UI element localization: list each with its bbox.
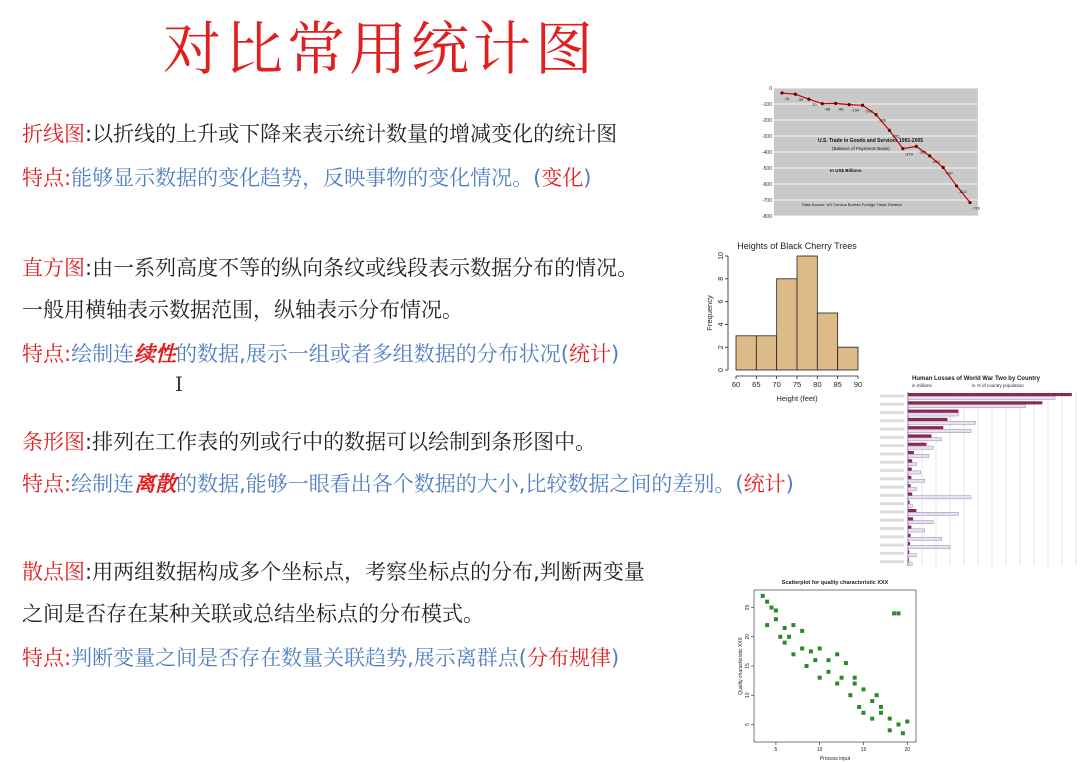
data-point <box>874 113 877 116</box>
x-tick-label: 60 <box>731 380 741 389</box>
scatter-point <box>770 606 774 610</box>
bar-millions <box>908 526 911 529</box>
scatter-point <box>783 641 787 645</box>
x-tick-label: 85 <box>833 380 842 389</box>
scatter-point <box>774 608 778 612</box>
data-point <box>915 145 918 148</box>
feature-label: 特点 <box>22 646 64 670</box>
colon: : <box>85 122 93 146</box>
bar-millions <box>908 476 911 479</box>
term-scatter: 散点图 <box>22 560 85 584</box>
data-point <box>955 184 958 187</box>
data-label: -108 <box>864 108 873 114</box>
x-tick-label: 75 <box>792 380 802 389</box>
data-point <box>888 129 891 132</box>
data-point <box>942 166 945 169</box>
colon: : <box>85 560 93 584</box>
scatter-point <box>818 676 822 680</box>
scatter-feature <box>22 642 619 672</box>
paren: ) <box>785 472 794 496</box>
scatter-point <box>778 635 782 639</box>
data-label: -31 <box>784 95 790 101</box>
bar-millions <box>908 459 912 462</box>
scatter-point <box>905 720 909 724</box>
y-tick-label: 0 <box>718 368 725 372</box>
row-label-placeholder <box>880 486 904 489</box>
desc-text: 用两组数据构成多个坐标点，考察坐标点的分布,判断两变量 <box>92 560 645 584</box>
desc-text: 由一系列高度不等的纵向条纹或线段表示数据分布的情况。 <box>92 256 639 280</box>
row-label-placeholder <box>880 510 904 513</box>
x-tick-label: 10 <box>816 747 823 753</box>
x-tick-label: 15 <box>860 747 867 753</box>
y-tick-label: -600 <box>761 182 772 188</box>
bar-percent <box>908 504 912 507</box>
histogram-desc <box>22 252 638 282</box>
scatter-point <box>853 676 857 680</box>
colon: : <box>64 342 72 366</box>
scatter-point <box>888 728 892 732</box>
scatter-point <box>848 693 852 697</box>
bar-millions <box>908 410 958 413</box>
x-axis-label: Process input <box>819 756 851 762</box>
y-tick-label: 8 <box>718 276 725 281</box>
feature-text: 的数据,展示一组或者多组数据的分布状况( <box>176 342 569 366</box>
bar-percent <box>908 479 925 482</box>
legend-entry: in millions <box>912 383 932 388</box>
scatter-point <box>805 664 809 668</box>
chart-subtitle: (Balance of Payments Basis) <box>832 146 890 151</box>
bar-percent <box>908 521 933 524</box>
data-point <box>794 93 797 96</box>
data-point <box>807 98 810 101</box>
feature-label: 特点 <box>22 342 64 366</box>
bar-chart-desc <box>22 426 596 456</box>
bar-millions <box>908 451 914 454</box>
bar-percent <box>908 463 916 466</box>
x-tick-label: 90 <box>853 380 863 389</box>
data-label: -98 <box>824 106 831 112</box>
y-tick-label: -100 <box>761 102 772 108</box>
bar-millions <box>908 534 911 537</box>
data-point <box>848 103 851 106</box>
scatter-point <box>791 652 795 656</box>
scatter-point <box>774 617 778 621</box>
scatter-point <box>818 646 822 650</box>
term-line-chart: 折线图 <box>22 122 85 146</box>
scatter-point <box>826 670 830 674</box>
y-tick-label: -500 <box>761 166 772 172</box>
feature-text: 判断变量之间是否存在数量关联趋势,展示离群点( <box>71 646 527 670</box>
y-tick-label: 2 <box>718 345 725 350</box>
scatter-point <box>896 611 900 615</box>
bar-chart-feature <box>22 468 794 498</box>
y-tick-label: 15 <box>745 663 751 669</box>
colon: : <box>64 472 72 496</box>
feature-label: 特点 <box>22 472 64 496</box>
scatter-point <box>861 711 865 715</box>
desc-text: 以折线的上升或下降来表示统计数量的增减变化的统计图 <box>92 122 618 146</box>
line-chart-feature <box>22 162 591 192</box>
colon: : <box>85 256 93 280</box>
bar-percent <box>908 554 916 557</box>
bar-millions <box>908 426 943 429</box>
row-label-placeholder <box>880 502 904 505</box>
scatter-point <box>800 629 804 633</box>
line-chart-desc <box>22 118 617 148</box>
y-tick-label: 25 <box>745 604 751 611</box>
data-label: -497 <box>945 170 954 176</box>
scatter-point <box>875 693 879 697</box>
term-bar-chart: 条形图 <box>22 430 85 454</box>
histogram-bar <box>736 336 756 370</box>
feature-tag: 统计 <box>743 472 786 496</box>
row-label-placeholder <box>880 519 904 522</box>
bar-percent <box>908 396 1055 399</box>
bar-millions <box>908 492 912 495</box>
feature-text: 绘制连 <box>71 342 135 366</box>
scatter-point <box>835 682 839 686</box>
x-tick-label: 65 <box>752 380 761 389</box>
scatter-point <box>870 699 874 703</box>
bar-percent <box>908 421 975 424</box>
bar-millions <box>908 517 913 520</box>
histogram-bar <box>756 336 776 370</box>
feature-text: 能够显示数据的变化趋势，反映事物的变化情况。( <box>71 166 542 190</box>
y-tick-label: -200 <box>761 118 772 124</box>
x-tick-label: 70 <box>772 380 781 389</box>
bar-percent <box>908 496 971 499</box>
chart-title: U.S. Trade in Goods and Services 1991-2005 <box>818 138 924 144</box>
histogram-bar <box>838 347 858 370</box>
data-point <box>834 102 837 105</box>
row-label-placeholder <box>880 535 904 538</box>
row-label-placeholder <box>880 419 904 422</box>
bar-percent <box>908 529 925 532</box>
bar-millions <box>908 468 912 471</box>
row-label-placeholder <box>880 544 904 547</box>
feature-text: 绘制连 <box>71 472 135 496</box>
paren: ) <box>610 342 620 366</box>
bar-millions <box>908 418 947 421</box>
row-label-placeholder <box>880 477 904 480</box>
scatter-point <box>809 649 813 653</box>
row-label-placeholder <box>880 444 904 447</box>
bar-percent <box>908 537 942 540</box>
row-label-placeholder <box>880 461 904 464</box>
bar-millions <box>908 542 910 545</box>
y-tick-label: 20 <box>745 633 751 640</box>
scatter-point <box>879 711 883 715</box>
scatter-point <box>861 687 865 691</box>
bar-millions <box>908 501 910 504</box>
row-label-placeholder <box>880 403 904 406</box>
data-label: -365 <box>918 149 927 155</box>
y-tick-label: 6 <box>718 299 725 304</box>
bar-percent <box>908 471 921 474</box>
row-label-placeholder <box>880 469 904 472</box>
row-label-placeholder <box>880 494 904 497</box>
chart-title: Scatterplot for quality characteristic XXX <box>781 580 889 586</box>
row-label-placeholder <box>880 436 904 439</box>
bar-percent <box>908 454 929 457</box>
term-histogram: 直方图 <box>22 256 85 280</box>
y-tick-label: 0 <box>769 86 772 92</box>
scatter-point <box>879 705 883 709</box>
data-label: -424 <box>931 158 940 164</box>
y-tick-label: 4 <box>718 322 725 327</box>
text-cursor-icon: I <box>175 372 183 396</box>
scatter-point <box>813 658 817 662</box>
bar-millions <box>908 484 911 487</box>
chart-source: Data Source: US Census Bureau Foreign Trade Division <box>802 202 902 207</box>
data-point <box>780 91 783 94</box>
scatter-point <box>835 652 839 656</box>
desc-text: 之间是否存在某种关联或总结坐标点的分布模式。 <box>22 602 484 626</box>
y-tick-label: -700 <box>761 198 772 204</box>
x-axis-label: Height (feet) <box>776 394 818 403</box>
bar-percent <box>908 413 958 416</box>
scatter-point <box>896 722 900 726</box>
bar-millions <box>908 550 909 553</box>
chart-note: In US$ Billions <box>830 168 862 173</box>
colon: : <box>85 430 93 454</box>
scatter-point <box>761 594 765 598</box>
bar-millions <box>908 434 932 437</box>
scatter-point <box>870 717 874 721</box>
y-tick-label: 10 <box>718 252 725 260</box>
bar-millions <box>908 393 1072 396</box>
row-label-placeholder <box>880 394 904 397</box>
scatter-point <box>857 705 861 709</box>
feature-text: 的数据,能够一眼看出各个数据的大小,比较数据之间的差别。( <box>176 472 744 496</box>
scatter-desc2 <box>22 598 484 628</box>
chart-title: Human Losses of World War Two by Country <box>912 376 1040 382</box>
y-tick-label: -800 <box>761 214 772 220</box>
legend-entry: in % of country population <box>972 383 1024 388</box>
y-tick-label: -300 <box>761 134 772 140</box>
histogram-figure <box>700 236 870 408</box>
row-label-placeholder <box>880 560 904 563</box>
y-tick-label: 5 <box>745 723 751 726</box>
data-label: -379 <box>904 151 913 157</box>
data-point <box>968 201 971 204</box>
chart-title: Heights of Black Cherry Trees <box>737 241 857 251</box>
bar-percent <box>908 545 950 548</box>
scatter-point <box>853 682 857 686</box>
data-label: -104 <box>851 107 860 113</box>
data-point <box>821 102 824 105</box>
scatter-point <box>791 623 795 627</box>
scatter-point <box>888 717 892 721</box>
x-tick-label: 80 <box>813 380 822 389</box>
row-label-placeholder <box>880 527 904 530</box>
row-label-placeholder <box>880 428 904 431</box>
scatter-point <box>826 658 830 662</box>
histogram-bar <box>817 313 837 370</box>
scatter-point <box>765 600 769 604</box>
scatter-point <box>892 611 896 615</box>
bar-percent <box>908 438 942 441</box>
feature-emphasis: 续性 <box>134 342 177 366</box>
bar-percent <box>908 446 933 449</box>
feature-label: 特点 <box>22 166 64 190</box>
desc-text: 排列在工作表的列或行中的数据可以绘制到条形图中。 <box>92 430 597 454</box>
desc-text: 一般用横轴表示数据范围，纵轴表示分布情况。 <box>22 298 463 322</box>
row-label-placeholder <box>880 552 904 555</box>
data-label: -716 <box>972 205 981 211</box>
scatter-point <box>765 623 769 627</box>
x-tick-label: 5 <box>774 747 778 753</box>
histogram-desc2 <box>22 294 463 324</box>
bar-millions <box>908 509 916 512</box>
bar-millions <box>908 443 926 446</box>
data-label: -39 <box>797 97 804 103</box>
feature-tag: 变化 <box>541 166 584 190</box>
feature-tag: 分布规律 <box>526 646 611 670</box>
bar-millions <box>908 401 1042 404</box>
data-point <box>928 154 931 157</box>
scatter-point <box>844 661 848 665</box>
row-label-placeholder <box>880 411 904 414</box>
page-title: 对比常用统计图 <box>162 15 597 83</box>
scatter-chart-figure <box>738 576 924 762</box>
scatter-desc <box>22 556 645 586</box>
data-point <box>901 147 904 150</box>
feature-tag: 统计 <box>568 342 611 366</box>
bar-percent <box>908 487 916 490</box>
scatter-point <box>800 646 804 650</box>
histogram-bar <box>797 256 817 370</box>
line-chart-figure <box>752 84 982 222</box>
bar-percent <box>908 429 971 432</box>
histogram-feature <box>22 338 619 368</box>
paren: ) <box>583 166 592 190</box>
scatter-point <box>901 731 905 735</box>
y-axis-label: Quality characteristic XXX <box>738 637 744 695</box>
scatter-point <box>840 676 844 680</box>
row-label-placeholder <box>880 452 904 455</box>
y-axis-label: Frequency <box>705 295 714 331</box>
scatter-point <box>787 635 791 639</box>
bar-millions <box>908 559 909 562</box>
x-tick-label: 20 <box>904 747 911 753</box>
data-label: -96 <box>837 106 844 112</box>
data-point <box>861 104 864 107</box>
bar-percent <box>908 405 1026 408</box>
bar-chart-figure <box>872 370 1080 568</box>
bar-percent <box>908 512 958 515</box>
data-label: -70 <box>810 102 817 108</box>
colon: : <box>64 646 72 670</box>
bar-percent <box>908 562 912 565</box>
data-label: -612 <box>958 188 967 194</box>
colon: : <box>64 166 72 190</box>
y-tick-label: 10 <box>745 692 751 699</box>
feature-emphasis: 离散 <box>134 472 177 496</box>
paren: ) <box>610 646 620 670</box>
data-label: -166 <box>878 117 887 123</box>
y-tick-label: -400 <box>761 150 772 156</box>
data-label: -265 <box>891 133 900 139</box>
scatter-point <box>783 626 787 630</box>
histogram-bar <box>777 279 797 370</box>
